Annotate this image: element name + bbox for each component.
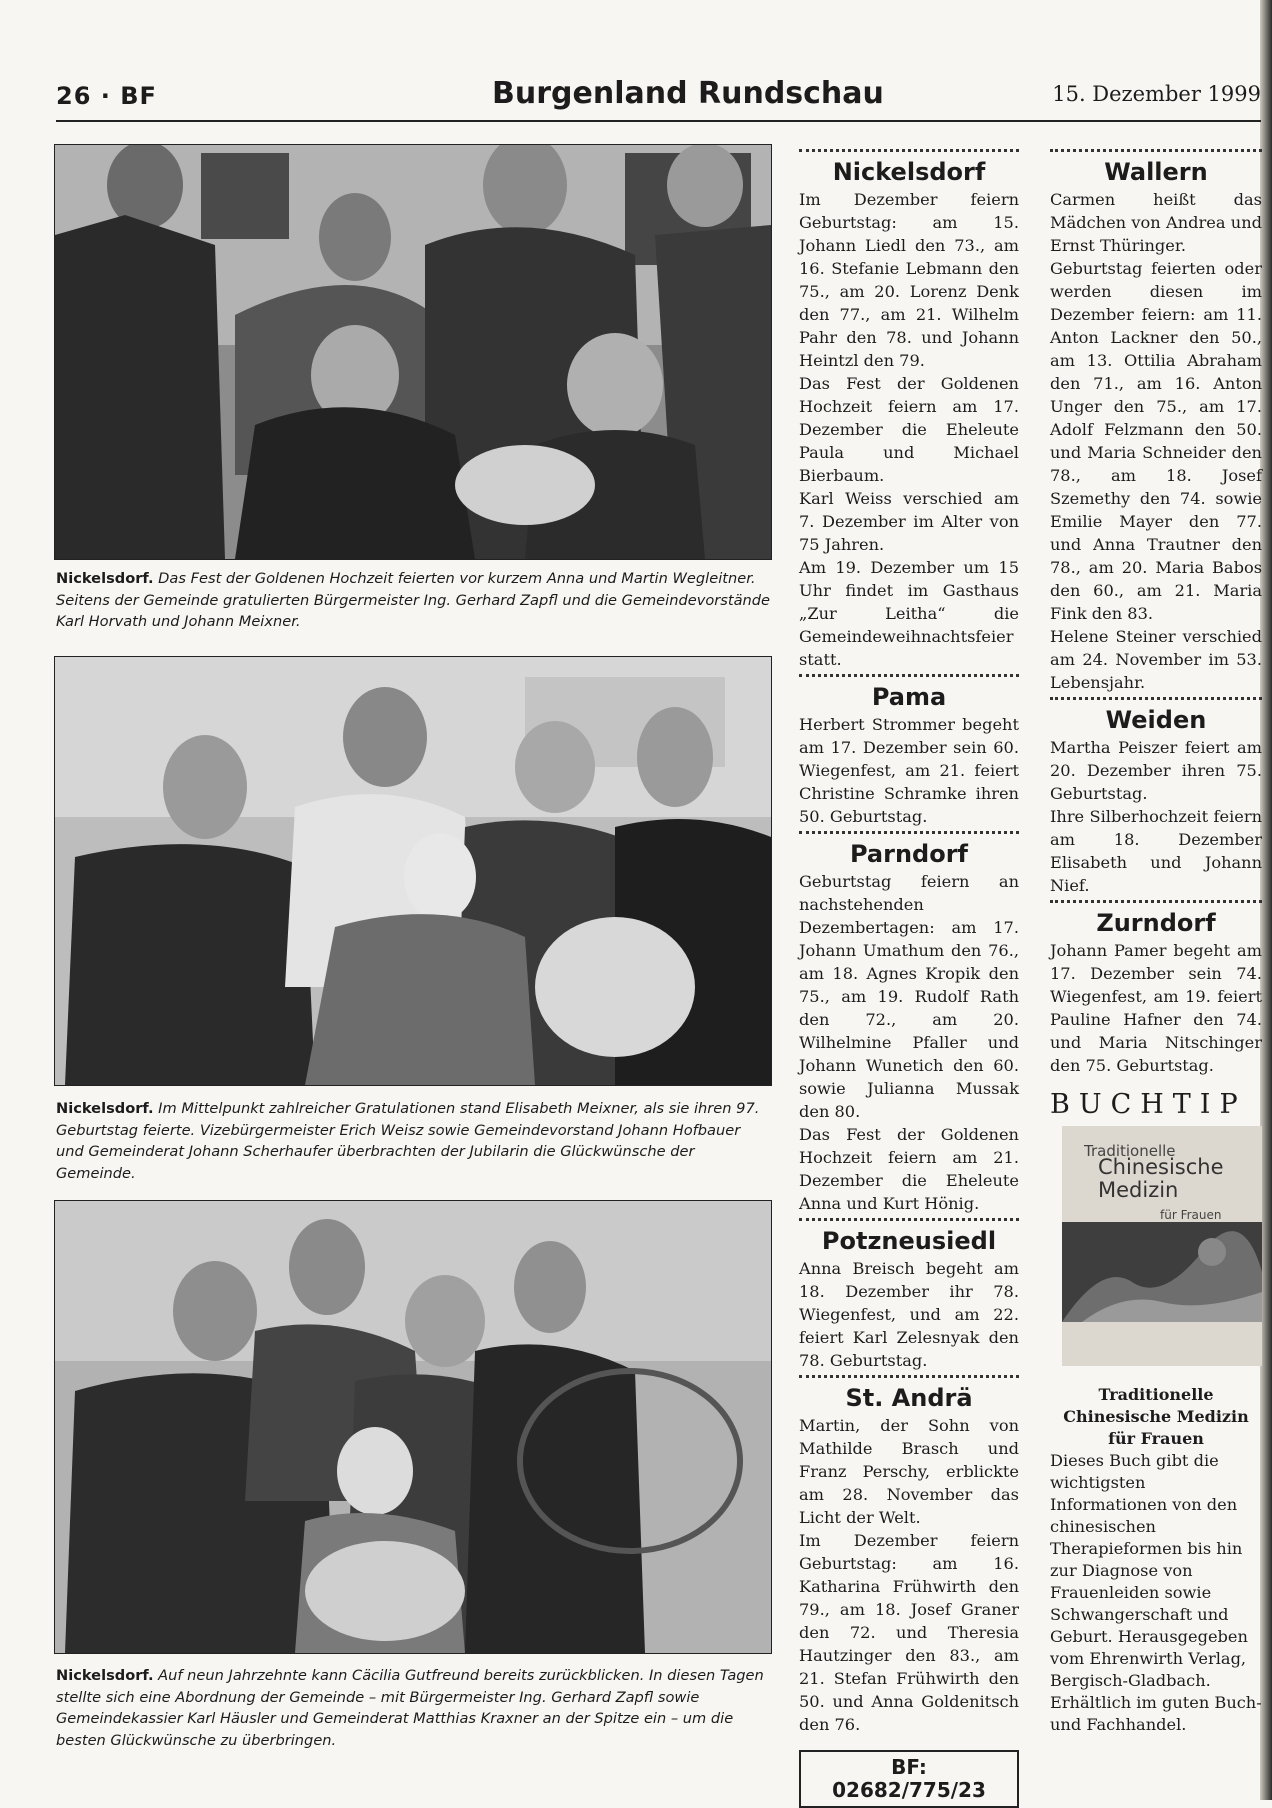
caption-place: Nickelsdorf. — [56, 1667, 154, 1684]
page-header — [56, 70, 1261, 120]
book-description: Dieses Buch gibt die wichtigsten Informationen von den chinesischen Therapieformen bis hin zur Diagnose von Frauenleiden sowie Schwangerschaft und Geburt. Herausgegeben vom Ehrenwirth Verlag, Bergisch-Gladbach. Erhältlich im guten Buch- und Fachhandel. — [1050, 1451, 1262, 1734]
photo-90th-birthday — [54, 1200, 772, 1654]
caption-place: Nickelsdorf. — [56, 570, 154, 587]
section-divider — [799, 831, 1019, 834]
section-heading: Pama — [871, 683, 947, 711]
newspaper-title: Burgenland Rundschau — [492, 76, 884, 111]
section-paragraph: Geburtstag feierten oder werden diesen im Dezember feiern: am 11. Anton Lackner den 50., am 13. Ottilia Abraham den 71., am 16. Anton Unger den 75., am 17. Adolf Felzmann den 50. und Maria Schneider den 78., am 18. Josef Szemethy den 74. sowie Emilie Mayer den 77. und Anna Trautner den 78., am 20. Maria Babos den 60., am 21. Maria Fink den 83. — [1050, 259, 1262, 623]
section-st-andrae — [799, 1384, 1019, 1736]
book-cover-image — [1062, 1126, 1262, 1366]
section-heading: Wallern — [1104, 158, 1208, 186]
section-zurndorf — [1050, 909, 1262, 1077]
section-paragraph: Herbert Strommer begeht am 17. Dezember sein 60. Wiegenfest, am 21. feiert Christine Schramke ihren 50. Geburtstag. — [799, 715, 1019, 826]
page-number: 26 · BF — [56, 82, 157, 110]
photo-caption-1 — [56, 568, 772, 633]
section-paragraph: Johann Pamer begeht am 17. Dezember sein 74. Wiegenfest, am 19. feiert Pauline Hafner den 74. und Maria Nitschinger den 75. Geburtstag. — [1050, 941, 1262, 1075]
section-divider — [1050, 149, 1262, 152]
section-divider — [799, 149, 1019, 152]
news-column-1 — [799, 146, 1019, 1808]
book-cover-photo — [1062, 1222, 1262, 1322]
section-paragraph: Anna Breisch begeht am 18. Dezember ihr 78. Wiegenfest, und am 22. feiert Karl Zelesnyak den 78. Geburtstag. — [799, 1259, 1019, 1370]
section-wallern — [1050, 158, 1262, 694]
book-title: Traditionelle Chinesische Medizin für Frauen — [1063, 1385, 1249, 1448]
section-paragraph: Martin, der Sohn von Mathilde Brasch und Franz Perschy, erblickte am 28. November das Licht der Welt. — [799, 1416, 1019, 1527]
section-parndorf — [799, 840, 1019, 1215]
photo-caption-2 — [56, 1098, 772, 1184]
section-paragraph: Das Fest der Goldenen Hochzeit feiern am 17. Dezember die Eheleute Paula und Michael Bierbaum. — [799, 374, 1019, 485]
buchtip-heading: BUCHTIP — [1050, 1089, 1247, 1120]
book-cover-title-main: Chinesische Medizin — [1098, 1155, 1224, 1202]
section-heading: Nickelsdorf — [832, 158, 986, 186]
photo-97th-birthday — [54, 656, 772, 1086]
section-paragraph: Ihre Silberhochzeit feiern am 18. Dezember Elisabeth und Johann Nief. — [1050, 807, 1262, 895]
section-paragraph: Geburtstag feiern an nachstehenden Dezembertagen: am 17. Johann Umathum den 76., am 18. Agnes Kropik den 75., am 19. Rudolf Rath den 72., am 20. Wilhelmine Pfaller und Johann Wunetich den 60. sowie Julianna Mussak den 80. — [799, 872, 1019, 1121]
section-heading: Weiden — [1105, 706, 1207, 734]
section-heading: Parndorf — [849, 840, 968, 868]
section-heading: Zurndorf — [1096, 909, 1216, 937]
header-rule — [56, 120, 1261, 122]
book-cover-title: Traditionelle — [1084, 1142, 1176, 1160]
section-divider — [799, 1375, 1019, 1378]
section-nickelsdorf — [799, 158, 1019, 671]
section-paragraph: Karl Weiss verschied am 7. Dezember im Alter von 75 Jahren. — [799, 489, 1019, 554]
section-paragraph: Carmen heißt das Mädchen von Andrea und Ernst Thüringer. — [1050, 190, 1262, 255]
section-divider — [799, 1218, 1019, 1221]
section-divider — [1050, 900, 1262, 903]
issue-date: 15. Dezember 1999 — [1052, 82, 1261, 106]
section-paragraph: Am 19. Dezember um 15 Uhr findet im Gasthaus „Zur Leitha“ die Gemeindeweihnachtsfeier statt. — [799, 558, 1019, 669]
photo-golden-wedding — [54, 144, 772, 560]
section-heading: Potzneusiedl — [821, 1227, 997, 1255]
caption-place: Nickelsdorf. — [56, 1100, 154, 1117]
section-divider — [1050, 697, 1262, 700]
section-paragraph: Helene Steiner verschied am 24. November im 53. Lebensjahr. — [1050, 627, 1262, 692]
section-paragraph: Im Dezember feiern Geburtstag: am 16. Katharina Frühwirth den 79., am 18. Josef Graner den 72. und Theresia Hautzinger den 83., am 21. Stefan Frühwirth den 50. und Anna Goldenitsch den 76. — [799, 1531, 1019, 1734]
caption-text: Das Fest der Goldenen Hochzeit feierten vor kurzem Anna und Martin Wegleitner. Seitens der Gemeinde gratulierten Bürgermeister Ing. Gerhard Zapfl und die Gemeindevorstände Karl Horvath und Johann Meixner. — [56, 570, 771, 630]
caption-text: Auf neun Jahrzehnte kann Cäcilia Gutfreund bereits zurückblicken. In diesen Tagen stellte sich eine Abordnung der Gemeinde – mit Bürgermeister Ing. Gerhard Zapfl sowie Gemeindekassier Karl Häusler und Gemeinderat Matthias Kraxner an der Spitze ein – um die besten Glückwünsche zu überbringen. — [56, 1667, 764, 1749]
section-paragraph: Martha Peiszer feiert am 20. Dezember ihren 75. Geburtstag. — [1050, 738, 1262, 803]
section-potzneusiedl — [799, 1227, 1019, 1372]
section-heading: St. Andrä — [845, 1384, 973, 1412]
section-divider — [799, 674, 1019, 677]
photo-caption-3 — [56, 1665, 772, 1751]
section-weiden — [1050, 706, 1262, 897]
news-column-2 — [1050, 146, 1262, 1736]
section-paragraph: Das Fest der Goldenen Hochzeit feiern am 21. Dezember die Eheleute Anna und Kurt Hönig. — [799, 1125, 1019, 1213]
section-paragraph: Im Dezember feiern Geburtstag: am 15. Johann Liedl den 73., am 16. Stefanie Lebmann den 75., am 20. Lorenz Denk den 77., am 21. Wilhelm Pahr den 78. und Johann Heintzl den 79. — [799, 190, 1019, 370]
section-pama — [799, 683, 1019, 828]
caption-text: Im Mittelpunkt zahlreicher Gratulationen stand Elisabeth Meixner, als sie ihren 97. Geburtstag feierte. Vizebürgermeister Erich Weisz sowie Gemeindevorstand Johann Hofbauer und Gemeinderat Johann Scherhaufer überbrachten der Jubilarin die Glückwünsche der Gemeinde. — [56, 1100, 760, 1182]
contact-phone-box: BF: 02682/775/23 — [799, 1750, 1019, 1808]
book-cover-subtitle: für Frauen — [1160, 1208, 1222, 1222]
